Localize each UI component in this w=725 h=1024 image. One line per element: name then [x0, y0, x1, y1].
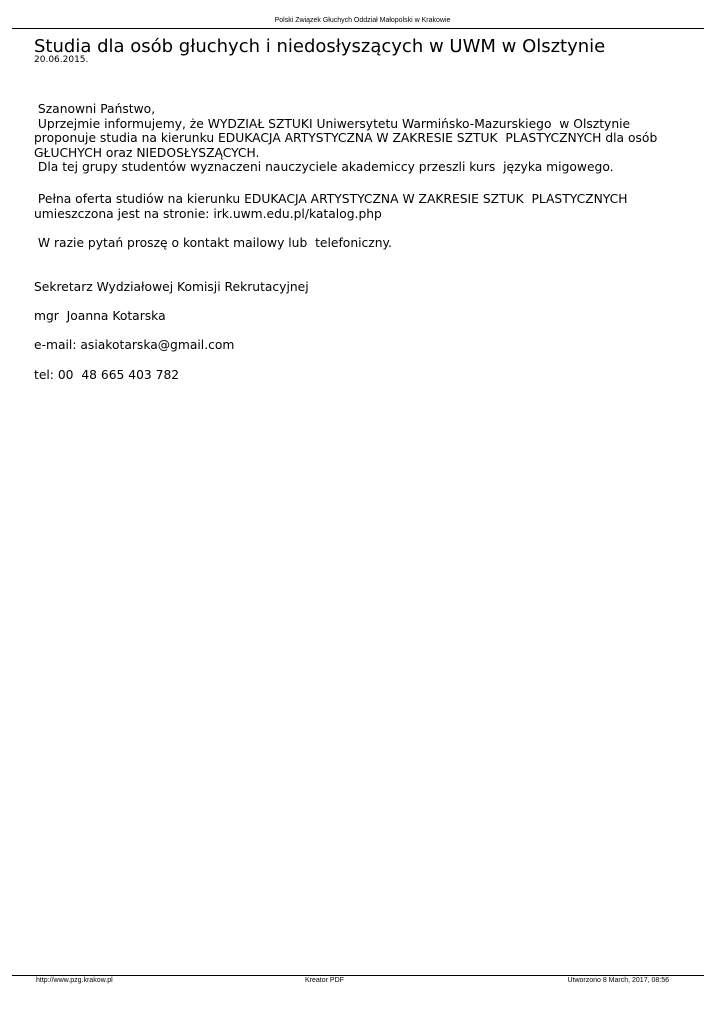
signature-name-text: mgr Joanna Kotarska	[34, 309, 166, 323]
header-divider	[12, 28, 704, 29]
paragraph-line: Uprzejmie informujemy, że WYDZIAŁ SZTUKI Uniwersytetu Warmińsko-Mazurskiego w Olsztynie	[34, 116, 631, 131]
paragraph-line: Pełna oferta studiów na kierunku EDUKACJA ARTYSTYCZNA W ZAKRESIE SZTUK PLASTYCZNYCH	[34, 192, 628, 206]
footer-generator: Kreator PDF	[305, 977, 344, 984]
intro-paragraph	[34, 102, 684, 175]
paragraph-line: Dla tej grupy studentów wyznaczeni nauczyciele akademiccy przeszli kurs języka migowego.	[34, 160, 614, 174]
signature-role	[34, 280, 684, 295]
paragraph-line: GŁUCHYCH oraz NIEDOSŁYSZĄCYCH.	[34, 145, 260, 160]
publish-date: 20.06.2015.	[34, 55, 89, 65]
phone-contact	[34, 368, 684, 383]
footer-url-link[interactable]: http://www.pzg.krakow.pl	[36, 977, 113, 984]
phone-text: tel: 00 48 665 403 782	[34, 368, 180, 382]
footer-created-date: Utworzono 8 March, 2017, 08:56	[567, 977, 669, 984]
offer-paragraph	[34, 192, 684, 221]
header-organization: Polski Związek Głuchych Oddział Małopolski w Krakowie	[274, 17, 451, 24]
email-text: e-mail: asiakotarska@gmail.com	[34, 338, 235, 352]
contact-paragraph	[34, 236, 684, 251]
paragraph-line: umieszczona jest na stronie: irk.uwm.edu.pl/katalog.php	[34, 206, 382, 221]
page-title: Studia dla osób głuchych i niedosłyszących w UWM w Olsztynie	[34, 36, 606, 57]
signature-role-text: Sekretarz Wydziałowej Komisji Rekrutacyjnej	[34, 280, 309, 294]
email-contact	[34, 338, 684, 353]
paragraph-line: W razie pytań proszę o kontakt mailowy lub telefoniczny.	[34, 236, 392, 250]
paragraph-line: proponuje studia na kierunku EDUKACJA ARTYSTYCZNA W ZAKRESIE SZTUK PLASTYCZNYCH dla osób	[34, 131, 658, 145]
signature-name	[34, 309, 684, 324]
paragraph-line: Szanowni Państwo,	[34, 102, 156, 116]
